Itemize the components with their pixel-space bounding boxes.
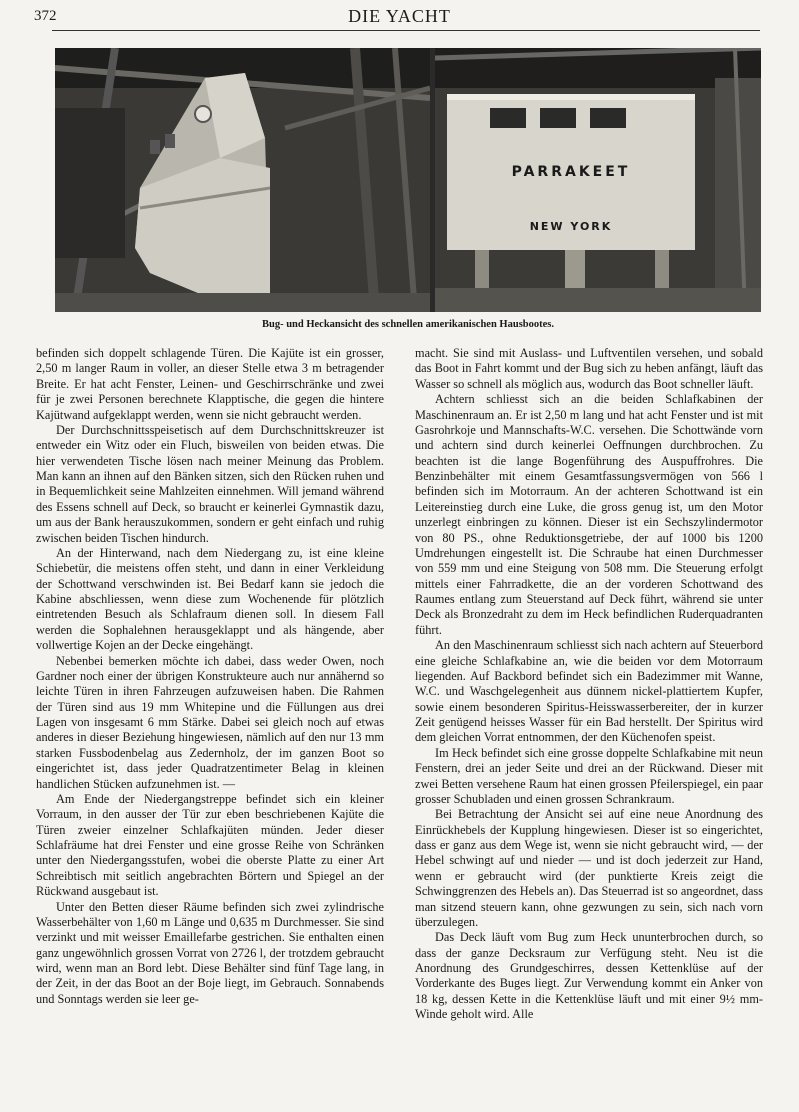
boat-port: NEW YORK xyxy=(529,220,613,233)
photo-stern-view-graphic xyxy=(435,48,761,312)
paragraph: Am Ende der Niedergangstreppe befindet sich ein kleiner Vorraum, in den ausser der Tür zur eben beschriebenen Kajüte die Türen zweier einzelner Schlafkajüten münden. Jeder dieser Schlafräume hat drei Fenster und eine grosse Reihe von Schränken unter den Niedergangsstufen, wobei die oberste Platte zu einer Art Schreibtisch mit seitlich angebrachten Börtern und Spiegel an der Rückwand ausgebaut ist. xyxy=(36,791,384,899)
text-column-left xyxy=(36,346,384,1007)
paragraph: Achtern schliesst sich an die beiden Schlafkabinen der Maschinenraum an. Er ist 2,50 m lang und hat acht Fenster und ist mit Gasrohrkoje und Mannschafts-W.C. versehen. Die Schottwände vorn und achtern sind durch keinerlei Oeffnungen durchbrochen. Zu beachten ist die lange Bogenführung des Auspuffrohres. Die Benzinbehälter mit einem Gesamtfassungsvermögen von 566 l befinden sich im Motorraum. An der achteren Schottwand ist ein Leitereinstieg durch eine Luke, die gross genug ist, um den Motor unzerlegt einbringen zu können. Dieser ist ein Sechszylindermotor von 80 PS., ohne Reduktionsgetriebe, der auf 1000 bis 1200 Umdrehungen eingestellt ist. Die Schraube hat einen Durchmesser von 559 mm und eine Steigung von 508 mm. Die Steuerung erfolgt mittels einer Fahrradkette, die an der vorderen Schottwand des Raumes entlang zum Steuerstand auf Deck führt, während sie unter Deck als Bronzedraht zu dem im Heck befindlichen Ruderquadranten führt. xyxy=(415,392,763,637)
paragraph: Bei Betrachtung der Ansicht sei auf eine neue Anordnung des Einrückhebels der Kupplung hingewiesen. Dieser ist so eingerichtet, dass er ganz aus dem Wege ist, wenn sie nicht gebraucht wird, — der Hebel schwingt auf und nieder — und ist doch jederzeit zur Hand, wenn er gebraucht wird (der punktierte Kreis zeigt die Schwinggrenzen des Hebels an). Das Steuerrad ist so angeordnet, dass man sitzend steuern kann, ohne gezwungen zu sein, sich nach vorn überzulegen. xyxy=(415,807,763,929)
paragraph: An den Maschinenraum schliesst sich nach achtern auf Steuerbord eine gleiche Schlafkabine an, wie die beiden vor dem Motorraum liegenden. Auf Backbord befindet sich ein Badezimmer mit Wanne, W.C. und Waschgelegenheit aus dünnem nickel-plattiertem Kupfer, sowie einem besonderen Spiritus-Heisswasserbereiter, der in kurzer Zeit genügend heisses Wasser für ein Bad herstellt. Der Spiritus wird dem gleichen Vorrat entnommen, der den Küchenofen speist. xyxy=(415,638,763,745)
text-column-right xyxy=(415,346,763,1023)
paragraph: Das Deck läuft vom Bug zum Heck ununterbrochen durch, so dass der ganze Decksraum zur Verfügung steht. Neu ist die Anordnung des Grundgeschirres, dessen Kettenklüse auf der Vorderkante des Buges liegt. Zur Verwendung kommt ein Anker von 18 kg, dessen Kette in die Kettenklüse läuft und mit einer 9½ mm-Winde geholt wird. Alle xyxy=(415,930,763,1022)
paragraph: macht. Sie sind mit Auslass- und Luftventilen versehen, und sobald das Boot in Fahrt kommt und der Bug sich zu heben anfängt, läuft das Wasser so schnell als möglich aus, wodurch das Boot schneller läuft. xyxy=(415,346,763,391)
running-title: DIE YACHT xyxy=(348,6,451,26)
paragraph: Nebenbei bemerken möchte ich dabei, dass weder Owen, noch Gardner noch einer der übrigen Konstrukteure auch nur annähernd so leichte Türen in ihren Fahrzeugen aufzuweisen haben. Die Rahmen der Türen sind aus 19 mm Whitepine und die Füllungen aus drei Lagen von insgesamt 6 mm Stärke. Dabei sei gleich noch auf etwas anderes in dieser Beziehung hingewiesen, nämlich auf den nur 13 mm starken Fussbodenbelag aus Zedernholz, der im ganzen Boot so eingerichtet ist, dass jeder Quadratzentimeter Belag in kleinen handlichen Stücken aufzunehmen ist. — xyxy=(36,653,384,791)
paragraph: An der Hinterwand, nach dem Niedergang zu, ist eine kleine Schiebetür, die meistens offen steht, und dann in einer Verkleidung der Schottwand verschwinden ist. Bei Bedarf kann sie jedoch die Kabine abschliessen, wenn diese zum Wochenende für plötzlich eintretenden Besuch als Schlafraum dienen soll. In diesem Fall werden die Sophalehnen herausgeklappt und als hängende, aber vollwertige Kojen an der Decke eingehängt. xyxy=(36,545,384,653)
page-header xyxy=(0,4,799,30)
figure xyxy=(55,48,761,312)
paragraph: Unter den Betten dieser Räume befinden sich zwei zylindrische Wasserbehälter von 1,60 m Länge und 0,635 m Durchmesser. Sie sind verzinkt und mit weisser Emaillefarbe gestrichen. Sie enthalten einen ganz ungewöhnlich grossen Vorrat von 2726 l, der trotzdem gebraucht wird, wenn man an Bord lebt. Diese Behälter sind fünf Tage lang, in der Zeit, in der das Boot an der Boje liegt, im Gebrauch. Sonnabends und Sonntags werden sie leer ge- xyxy=(36,899,384,1006)
boat-name: PARRAKEET xyxy=(511,164,631,180)
photo-bow-view-graphic xyxy=(55,48,430,312)
page-number: 372 xyxy=(34,8,57,24)
paragraph: Der Durchschnittsspeisetisch auf dem Durchschnittskreuzer ist entweder ein Witz oder ein Fluch, bisweilen von beiden etwas. Die hier verwendeten Tische lösen nach meiner Meinung das Problem. Man kann an ihnen auf den Bänken sitzen, sich den Rücken ruhen und in Bequemlichkeit seine Mahlzeiten einnehmen. Will jemand während des Essens schnell auf Deck, so braucht er keinerlei Gymnastik dazu, um aus der Bank herauszukommen, sondern er geht einfach und ruhig zwischen beiden Tischen hindurch. xyxy=(36,422,384,545)
figure-caption: Bug- und Heckansicht des schnellen amerikanischen Hausbootes. xyxy=(261,319,554,330)
paragraph: Im Heck befindet sich eine grosse doppelte Schlafkabine mit neun Fenstern, drei an jeder Seite und drei an der Rückwand. Dieser mit zwei Betten versehene Raum hat einen grossen Pfeilerspiegel, ein paar grosser Schubladen und einen grossen Schrankraum. xyxy=(415,745,763,806)
photo-stern-view xyxy=(435,48,761,312)
paragraph: befinden sich doppelt schlagende Türen. Die Kajüte ist ein grosser, 2,50 m langer Raum in voller, an dieser Stelle etwa 3 m betragender Breite. Er hat acht Fenster, Leinen- und Geschirrschränke und zwei für je zwei Personen berechnete Klapptische, die gegen die hintere Kajütwand aufgeklappt werden, wenn sie nicht gebraucht werden. xyxy=(36,346,384,422)
photo-bow-view xyxy=(55,48,430,312)
header-rule xyxy=(52,30,760,31)
